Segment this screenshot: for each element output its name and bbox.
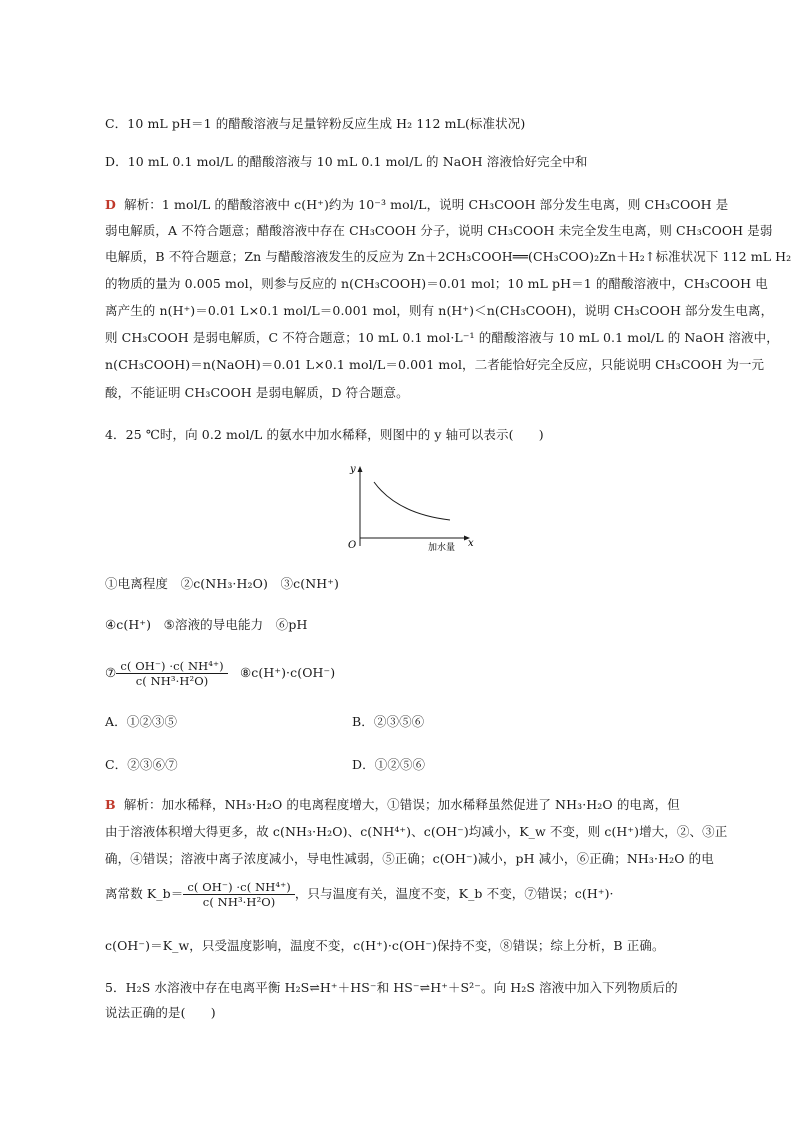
option-b: B．②③⑤⑥: [352, 714, 425, 729]
y-axis-arrow: [358, 466, 363, 472]
option-a: A．①②③⑤: [105, 714, 178, 729]
decreasing-curve: [374, 482, 450, 520]
option-c: C．②③⑥⑦: [105, 757, 178, 772]
solution-3-line-8: 酸，不能证明 CH₃COOH 是弱电解质，D 符合题意。: [105, 385, 409, 400]
option-d: D．①②⑤⑥: [352, 757, 426, 772]
question-5-line-2: 说法正确的是( ): [105, 1005, 216, 1020]
item-7-numerator: c( OH⁻) ·c( NH⁴⁺): [116, 659, 227, 674]
items-row-2: ④c(H⁺) ⑤溶液的导电能力 ⑥pH: [105, 617, 308, 632]
solution-3-line-2: 弱电解质，A 不符合题意；醋酸溶液中存在 CH₃COOH 分子，说明 CH₃COOH 未完全发生电离，则 CH₃COOH 是弱: [105, 223, 773, 238]
option-c-line: C．10 mL pH＝1 的醋酸溶液与足量锌粉反应生成 H₂ 112 mL(标准状况): [105, 116, 526, 131]
x-axis-label: x: [468, 538, 474, 549]
solution-4-line-5: c(OH⁻)＝K_w，只受温度影响，温度不变，c(H⁺)·c(OH⁻)保持不变，⑧错误；综上分析，B 正确。: [105, 938, 665, 953]
solution-3-line-1: [105, 195, 728, 215]
solution-4-line-2: 由于溶液体积增大得更多，故 c(NH₃·H₂O)、c(NH⁴⁺)、c(OH⁻)均减小，K_w 不变，则 c(H⁺)增大，②、③正: [105, 824, 728, 839]
origin-label: O: [348, 540, 357, 551]
items-row-3: [105, 657, 335, 689]
question-5-line-1: 5．H₂S 水溶液中存在电离平衡 H₂S⇌H⁺＋HS⁻和 HS⁻⇌H⁺＋S²⁻。向 H₂S 溶液中加入下列物质后的: [105, 980, 678, 995]
solution-3-line-3: 电解质，B 不符合题意；Zn 与醋酸溶液发生的反应为 Zn＋2CH₃COOH══(CH₃COO)₂Zn＋H₂↑标准状况下 112 mL H₂: [105, 249, 792, 264]
y-axis-label: y: [350, 464, 356, 475]
item-7-label: ⑦: [105, 665, 117, 680]
kb-fraction: [183, 880, 294, 909]
kb-text: ，只与温度有关，温度不变，K_b 不变，⑦错误；c(H⁺)·: [294, 886, 614, 901]
item-8: ⑧c(H⁺)·c(OH⁻): [240, 665, 336, 680]
answer-letter: B: [105, 797, 116, 812]
solution-3-line-4: 的物质的量为 0.005 mol，则参与反应的 n(CH₃COOH)＝0.01 mol；10 mL pH＝1 的醋酸溶液中，CH₃COOH 电: [105, 276, 768, 291]
answer-letter: D: [105, 197, 116, 212]
question-4-stem: 4．25 ℃时，向 0.2 mol/L 的氨水中加水稀释，则图中的 y 轴可以表示( ): [105, 427, 544, 442]
solution-4-line-1: [105, 795, 680, 815]
solution-3-line-5: 离产生的 n(H⁺)＝0.01 L×0.1 mol/L＝0.001 mol，则有 n(H⁺)＜n(CH₃COOH)，说明 CH₃COOH 部分发生电离，: [105, 303, 774, 318]
kb-label: 离常数 K_b＝: [105, 886, 184, 901]
items-row-1: ①电离程度 ②c(NH₃·H₂O) ③c(NH⁺): [105, 576, 339, 591]
solution-4-line-3: 确，④错误；溶液中离子浓度减小，导电性减弱，⑤正确；c(OH⁻)减小，pH 减小，⑥正确；NH₃·H₂O 的电: [105, 851, 714, 866]
item-7-fraction: [116, 659, 227, 688]
option-d-line: D．10 mL 0.1 mol/L 的醋酸溶液与 10 mL 0.1 mol/L 的 NaOH 溶液恰好完全中和: [105, 154, 588, 169]
kb-numerator: c( OH⁻) ·c( NH⁴⁺): [183, 880, 294, 895]
x-axis-name-label: 加水量: [428, 543, 456, 553]
solution-4-line-4: [105, 878, 614, 910]
kb-denominator: c( NH³·H²O): [202, 895, 276, 909]
solution-3-line-7: n(CH₃COOH)＝n(NaOH)＝0.01 L×0.1 mol/L＝0.001 mol，二者能恰好完全反应，只能说明 CH₃COOH 为一元: [105, 357, 765, 372]
solution-3-line-6: 则 CH₃COOH 是弱电解质，C 不符合题意；10 mL 0.1 mol·L⁻¹ 的醋酸溶液与 10 mL 0.1 mol/L 的 NaOH 溶液中，: [105, 330, 779, 345]
item-7-denominator: c( NH³·H²O): [135, 674, 209, 688]
dilution-graph: [338, 458, 480, 558]
solution-text: 解析：1 mol/L 的醋酸溶液中 c(H⁺)约为 10⁻³ mol/L，说明 CH₃COOH 部分发生电离，则 CH₃COOH 是: [124, 197, 729, 212]
solution-text: 解析：加水稀释，NH₃·H₂O 的电离程度增大，①错误；加水稀释虽然促进了 NH₃·H₂O 的电离，但: [123, 797, 680, 812]
